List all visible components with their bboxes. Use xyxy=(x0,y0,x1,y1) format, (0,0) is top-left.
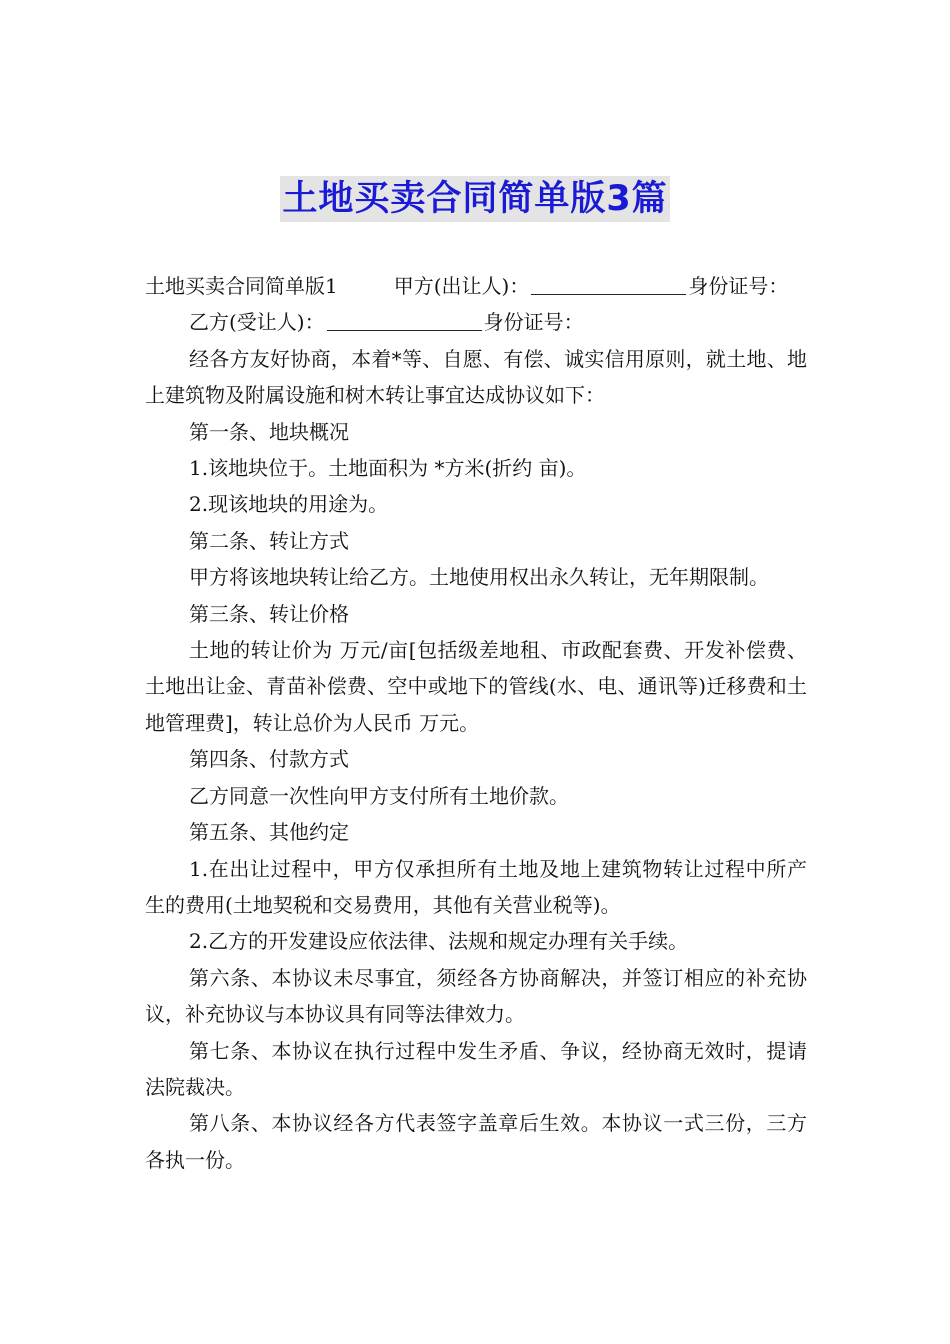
party-a-id-label: 身份证号： xyxy=(688,274,789,298)
article-5-item-2: 2.乙方的开发建设应依法律、法规和规定办理有关手续。 xyxy=(189,929,689,954)
party-b-label: 乙方(受让人)： xyxy=(189,310,325,335)
article-1-item-2: 2.现该地块的用途为。 xyxy=(189,492,389,517)
article-6-text: 第六条、本协议未尽事宜，须经各方协商解决，并签订相应的补充协议，补充协议与本协议具有同等法律效力。 xyxy=(145,965,807,1027)
paragraph-intro: 经各方友好协商，本着*等、自愿、有偿、诚实信用原则，就土地、地上建筑物及附属设施和树木转让事宜达成协议如下： xyxy=(145,346,807,408)
article-5-item-1: 1.在出让过程中，甲方仅承担所有土地及地上建筑物转让过程中所产生的费用(土地契税和交易费用，其他有关营业税等)。 xyxy=(145,856,807,917)
article-1-heading: 第一条、地块概况 xyxy=(189,419,349,444)
title-container xyxy=(0,176,950,222)
party-b-id-label: 身份证号： xyxy=(483,310,584,335)
party-a-label: 甲方(出让人)： xyxy=(393,274,530,298)
article-7-text: 第七条、本协议在执行过程中发生矛盾、争议，经协商无效时，提请法院裁决。 xyxy=(145,1038,807,1099)
document-title: 土地买卖合同简单版3篇 xyxy=(280,176,669,222)
document-body xyxy=(145,268,807,1178)
article-1-item-1: 1.该地块位于。土地面积为 *方米(折约 亩)。 xyxy=(189,456,587,481)
party-b-line xyxy=(145,304,807,340)
party-a-blank xyxy=(531,274,686,295)
article-2-heading: 第二条、转让方式 xyxy=(189,528,349,553)
article-3-heading: 第三条、转让价格 xyxy=(189,601,349,626)
article-4-text: 乙方同意一次性向甲方支付所有土地价款。 xyxy=(189,783,569,808)
article-2-text: 甲方将该地块转让给乙方。土地使用权出永久转让，无年期限制。 xyxy=(189,565,769,590)
party-a-line xyxy=(145,268,807,304)
article-3-text: 土地的转让价为 万元/亩[包括级差地租、市政配套费、开发补偿费、土地出让金、青苗补偿费、空中或地下的管线(水、电、通讯等)迁移费和土地管理费]，转让总价为人民币 万元。 xyxy=(145,638,807,735)
article-8-text: 第八条、本协议经各方代表签字盖章后生效。本协议一式三份，三方各执一份。 xyxy=(145,1111,807,1172)
party-b-blank xyxy=(327,310,482,331)
article-4-heading: 第四条、付款方式 xyxy=(189,747,349,772)
contract-heading: 土地买卖合同简单版1 xyxy=(145,274,338,298)
article-5-heading: 第五条、其他约定 xyxy=(189,820,349,845)
